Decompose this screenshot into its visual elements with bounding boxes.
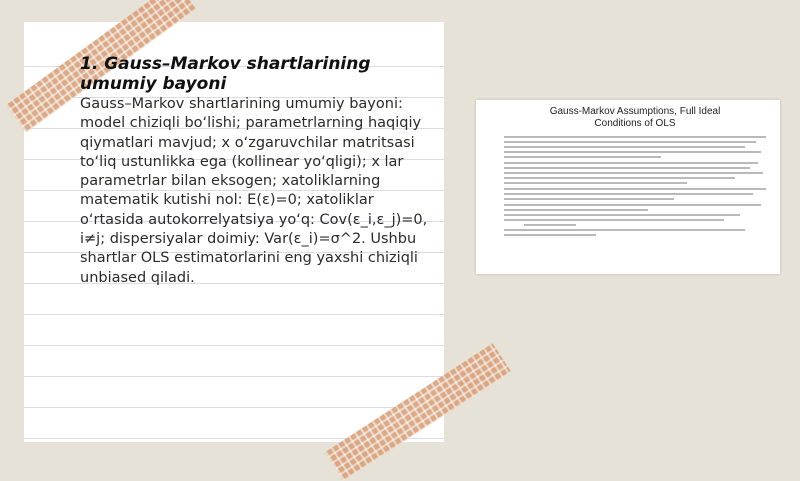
slide-title: 1. Gauss–Markov shartlarining umumiy bayoni <box>80 54 371 94</box>
reference-image-title <box>504 106 766 130</box>
reference-title-line-2: Conditions of OLS <box>594 118 676 129</box>
reference-image-text-block <box>504 136 766 236</box>
reference-image <box>476 100 780 274</box>
reference-title-line-1: Gauss-Markov Assumptions, Full Ideal <box>549 106 721 117</box>
slide-body-text: Gauss–Markov shartlarining umumiy bayoni: model chiziqli bo‘lishi; parametrlarning haqiqiy qiymatlari mavjud; x o‘zgaruvchilar matritsasi to‘liq ustunlikka ega (kollinear yo‘qligi); x lar parametrlar bilan eksogen; xatoliklarning matematik kutishi nol: E(ε)=0; xatoliklar o‘rtasida autokorrelyatsiya yo‘q: Cov(ε_i,ε_j)=0, i≠j; dispersiyalar doimiy: Var(ε_i)=σ^2. Ushbu shartlar OLS estimatorlarini eng yaxshi chiziqli unbiased qiladi. <box>80 96 428 286</box>
